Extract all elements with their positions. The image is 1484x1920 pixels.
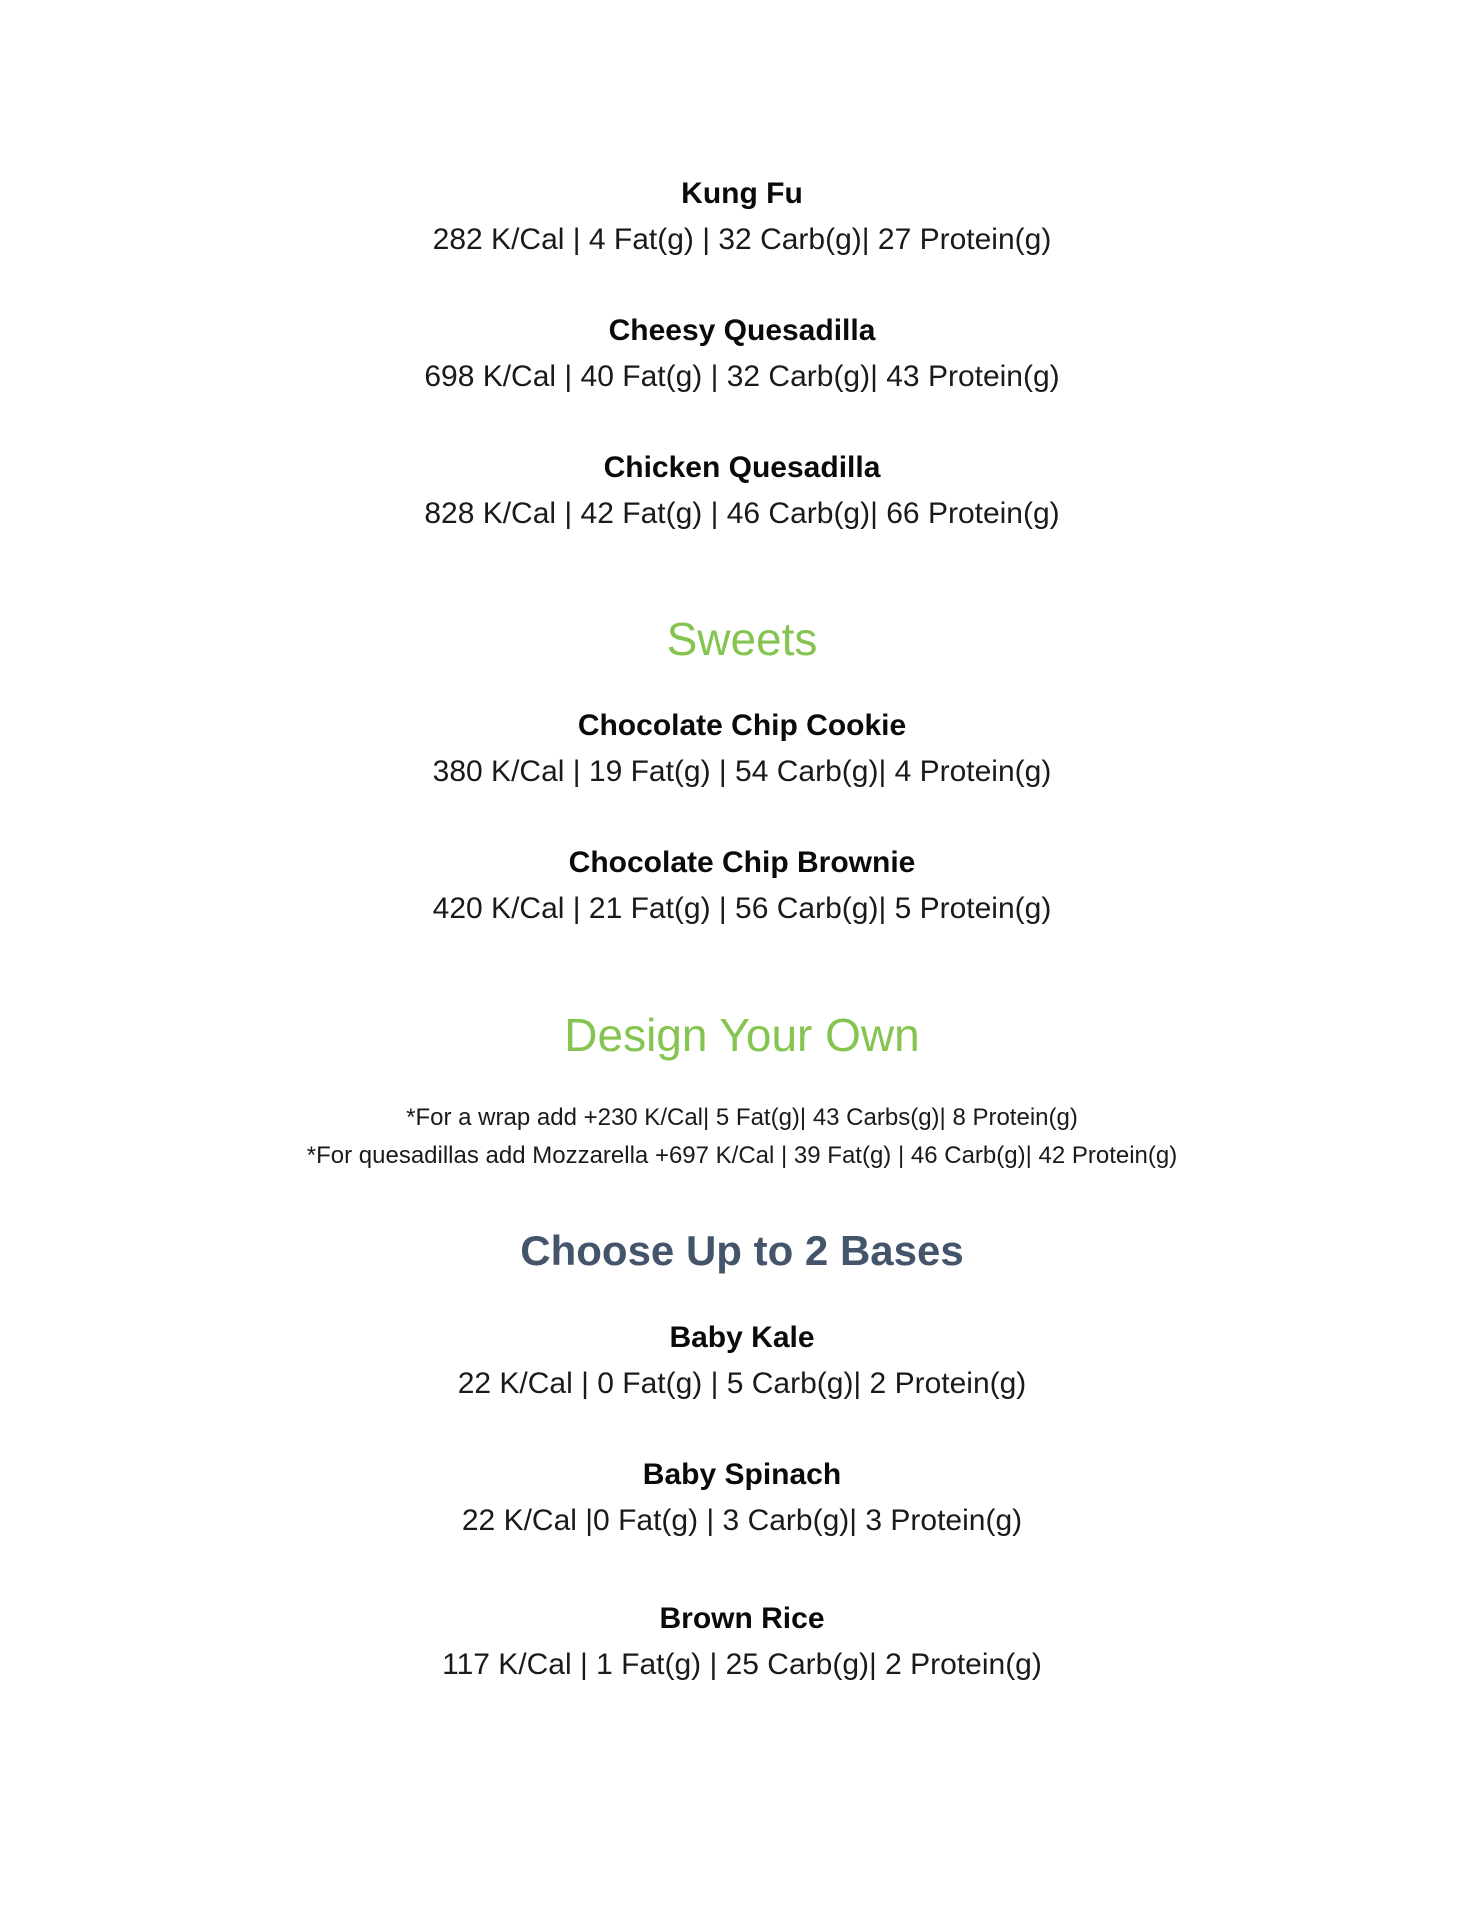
menu-item-brown-rice xyxy=(0,1601,1484,1683)
menu-item-chocolate-chip-cookie xyxy=(0,708,1484,790)
menu-item-baby-kale xyxy=(0,1320,1484,1402)
item-name: Baby Kale xyxy=(669,1321,815,1354)
menu-item-chocolate-chip-brownie xyxy=(0,845,1484,927)
item-name: Chicken Quesadilla xyxy=(603,451,881,484)
item-name: Brown Rice xyxy=(659,1602,825,1635)
note-wrap: *For a wrap add +230 K/Cal| 5 Fat(g)| 43 Carbs(g)| 8 Protein(g) xyxy=(406,1104,1078,1131)
item-nutrition: 420 K/Cal | 21 Fat(g) | 56 Carb(g)| 5 Protein(g) xyxy=(432,892,1052,925)
note-quesadillas: *For quesadillas add Mozzarella +697 K/Cal | 39 Fat(g) | 46 Carb(g)| 42 Protein(g) xyxy=(306,1142,1178,1169)
item-nutrition: 117 K/Cal | 1 Fat(g) | 25 Carb(g)| 2 Protein(g) xyxy=(442,1648,1042,1681)
menu-item-chicken-quesadilla xyxy=(0,450,1484,532)
item-name: Kung Fu xyxy=(681,177,803,210)
sub-heading-bases: Choose Up to 2 Bases xyxy=(520,1227,964,1274)
item-nutrition: 698 K/Cal | 40 Fat(g) | 32 Carb(g)| 43 Protein(g) xyxy=(424,360,1060,393)
section-heading-design-your-own: Design Your Own xyxy=(564,1009,920,1061)
item-nutrition: 22 K/Cal |0 Fat(g) | 3 Carb(g)| 3 Protein(g) xyxy=(461,1504,1023,1537)
menu-item-kung-fu xyxy=(0,176,1484,258)
item-nutrition: 828 K/Cal | 42 Fat(g) | 46 Carb(g)| 66 Protein(g) xyxy=(424,497,1060,530)
item-nutrition: 380 K/Cal | 19 Fat(g) | 54 Carb(g)| 4 Protein(g) xyxy=(432,755,1052,788)
item-name: Cheesy Quesadilla xyxy=(608,314,876,347)
item-nutrition: 22 K/Cal | 0 Fat(g) | 5 Carb(g)| 2 Protein(g) xyxy=(457,1367,1027,1400)
item-name: Baby Spinach xyxy=(642,1458,842,1491)
item-nutrition: 282 K/Cal | 4 Fat(g) | 32 Carb(g)| 27 Protein(g) xyxy=(432,223,1052,256)
item-name: Chocolate Chip Brownie xyxy=(568,846,916,879)
menu-item-baby-spinach xyxy=(0,1457,1484,1539)
item-name: Chocolate Chip Cookie xyxy=(577,709,907,742)
menu-item-cheesy-quesadilla xyxy=(0,313,1484,395)
section-heading-sweets: Sweets xyxy=(666,613,818,665)
